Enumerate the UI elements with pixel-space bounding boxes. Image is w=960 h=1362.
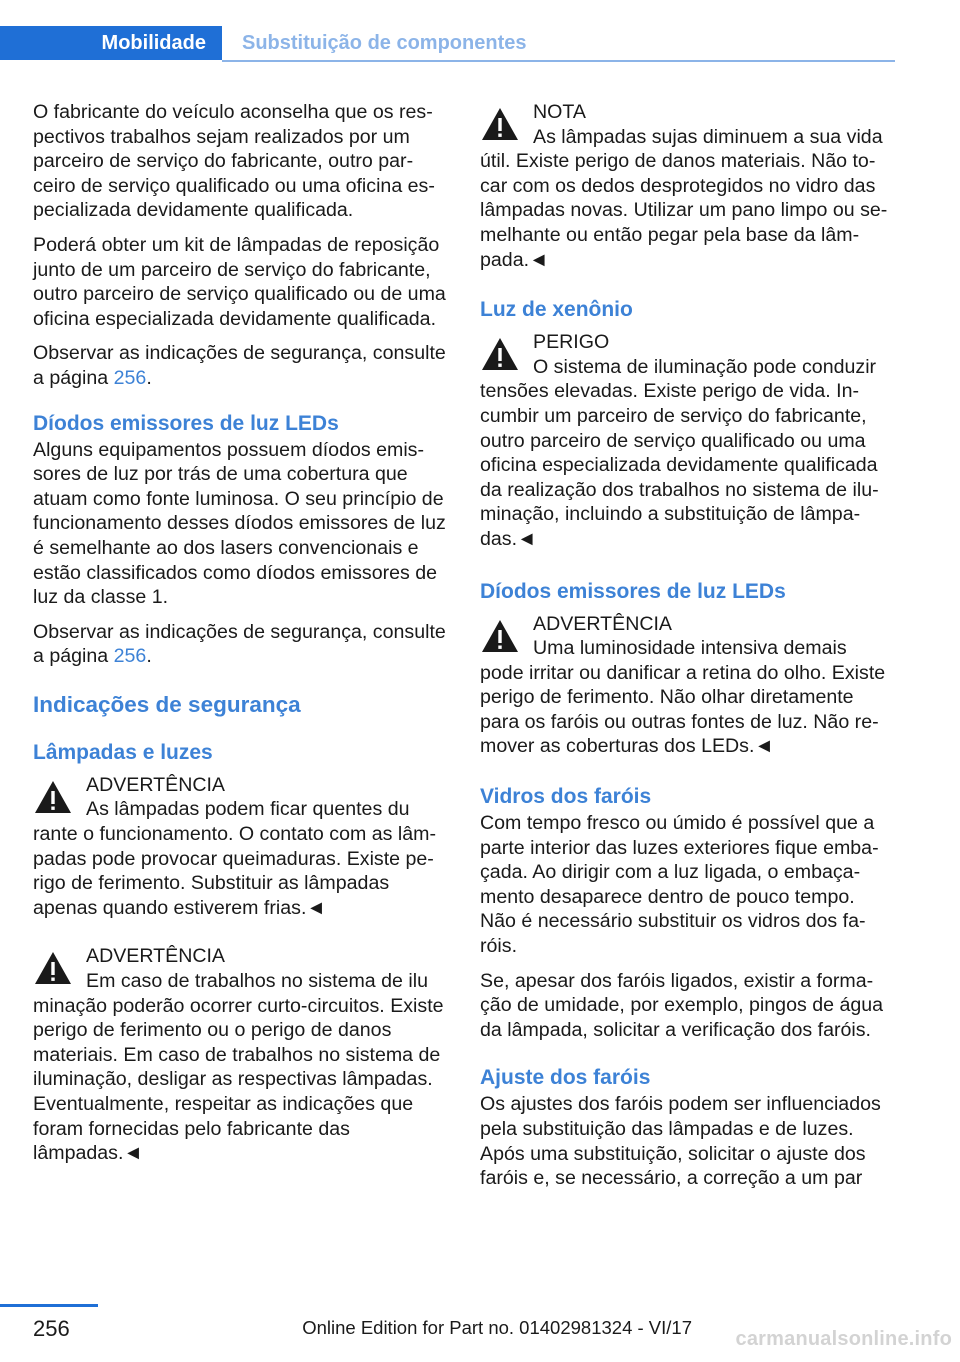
- warning-text: pode irritar ou danificar a retina do olho. Existe perigo de ferimento. Não olhar diretamente para os faróis ou outras fontes de luz. Não remover as coberturas dos LEDs.◄: [480, 661, 886, 758]
- warning-triangle-icon: [480, 106, 520, 142]
- page-link-2[interactable]: 256: [113, 645, 147, 668]
- heading-leds-right: Díodos emissores de luz LEDs: [480, 579, 786, 603]
- warning-block-3: [480, 612, 894, 760]
- heading-xenon: Luz de xenônio: [480, 298, 633, 322]
- adjust-paragraph: Os ajustes dos faróis podem ser influenciados pela substituição das lâmpadas e de luzes. Após uma substituição, solicitar o ajuste dos faróis e, se necessário, a correção a um par: [480, 1093, 881, 1190]
- chapter-tab[interactable]: Substituição de componentes: [242, 31, 527, 54]
- warning-title: ADVERTÊNCIA: [533, 612, 673, 635]
- edition-text: Online Edition for Part no. 01402981324 - VI/17: [302, 1317, 692, 1338]
- right-column: [480, 100, 894, 1201]
- heading-glass: Vidros dos faróis: [480, 785, 652, 809]
- note-first-line: As lâmpadas sujas diminuem a sua vida: [533, 125, 883, 148]
- warning-title: ADVERTÊNCIA: [86, 945, 226, 968]
- page-header: [0, 26, 895, 62]
- section-tab[interactable]: Mobilidade: [0, 26, 222, 60]
- page-number: 256: [33, 1316, 70, 1341]
- warning-first-line: Uma luminosidade intensiva demais: [533, 637, 847, 660]
- page-link[interactable]: 256: [113, 366, 147, 389]
- danger-block: [480, 330, 894, 551]
- watermark: carmanualsonline.info: [735, 1328, 952, 1350]
- warning-title: ADVERTÊNCIA: [86, 773, 226, 796]
- warning-first-line: Em caso de trabalhos no sistema de ilu: [86, 970, 428, 993]
- heading-safety: Indicações de segurança: [33, 691, 301, 717]
- safety-ref-paragraph-2: Observar as indicações de segurança, consulte a página 256.: [33, 620, 446, 668]
- leds-paragraph: Alguns equipamentos possuem díodos emissores de luz por trás de uma cobertura que atuam como fonte luminosa. O seu princípio de funcionamento desses díodos emissores de luz é semelhante ao dos lasers convencionais e estão classificados como díodos emissores de luz da classe 1.: [33, 438, 446, 609]
- footer-divider: [0, 1304, 98, 1307]
- warning-text: minação poderão ocorrer curto-circuitos. Existe perigo de ferimento ou o perigo de danos materiais. Em caso de trabalhos no sistema de iluminação, desligar as respectivas lâmpadas. Eventualmente, respeitar as indicações que foram fornecidas pelo fabricante das lâmpadas.◄: [33, 994, 444, 1165]
- heading-leds: Díodos emissores de luz LEDs: [33, 411, 339, 435]
- danger-text: tensões elevadas. Existe perigo de vida. Incumbir um parceiro de serviço do fabricante, outro parceiro de serviço qualificado ou uma oficina especializada devidamente qualificada da realização dos trabalhos no sistema de iluminação, incluindo a substituição de lâmpadas.◄: [480, 380, 879, 550]
- note-text: útil. Existe perigo de danos materiais. Não tocar com os dedos desprotegidos no vidro das lâmpadas novas. Utilizar um pano limpo ou semelhante ou então pegar pela base da lâmpada.◄: [480, 150, 888, 271]
- note-title: NOTA: [533, 101, 586, 123]
- kit-paragraph: Poderá obter um kit de lâmpadas de reposição junto de um parceiro de serviço do fabricante, outro parceiro de serviço qualificado ou de uma oficina especializada devidamente qualificada.: [33, 233, 446, 330]
- left-column: [33, 100, 447, 1178]
- warning-block: [33, 773, 447, 921]
- moisture-paragraph: Se, apesar dos faróis ligados, existir a formação de umidade, por exemplo, pingos de água da lâmpada, solicitar a verificação dos faróis.: [480, 969, 884, 1041]
- heading-lamps: Lâmpadas e luzes: [33, 740, 213, 764]
- safety-ref-paragraph: Observar as indicações de segurança, consulte a página 256.: [33, 342, 446, 389]
- warning-block-2: [33, 944, 447, 1165]
- warning-triangle-icon: [33, 950, 73, 986]
- warning-text: rante o funcionamento. O contato com as lâmpadas pode provocar queimaduras. Existe perigo de ferimento. Substituir as lâmpadas apenas quando estiverem frias.◄: [33, 823, 436, 919]
- warning-first-line: As lâmpadas podem ficar quentes du: [86, 798, 410, 821]
- warning-triangle-icon: [33, 779, 73, 815]
- glass-paragraph: Com tempo fresco ou úmido é possível que a parte interior das luzes exteriores fique embaçada. Ao dirigir com a luz ligada, o embaçamento desaparece dentro de pouco tempo. Não é necessário substituir os vidros dos faróis.: [480, 812, 879, 958]
- note-block: [480, 100, 894, 272]
- danger-first-line: O sistema de iluminação pode conduzir: [533, 355, 877, 378]
- danger-title: PERIGO: [533, 331, 610, 354]
- header-divider: [222, 60, 895, 62]
- warning-triangle-icon: [480, 618, 520, 654]
- intro-paragraph: O fabricante do veículo aconselha que os respectivos trabalhos sejam realizados por um parceiro de serviço do fabricante, outro parceiro de serviço qualificado ou uma oficina especializada devidamente qualificada.: [33, 101, 435, 222]
- warning-triangle-icon: [480, 336, 520, 372]
- heading-adjust: Ajuste dos faróis: [480, 1066, 651, 1090]
